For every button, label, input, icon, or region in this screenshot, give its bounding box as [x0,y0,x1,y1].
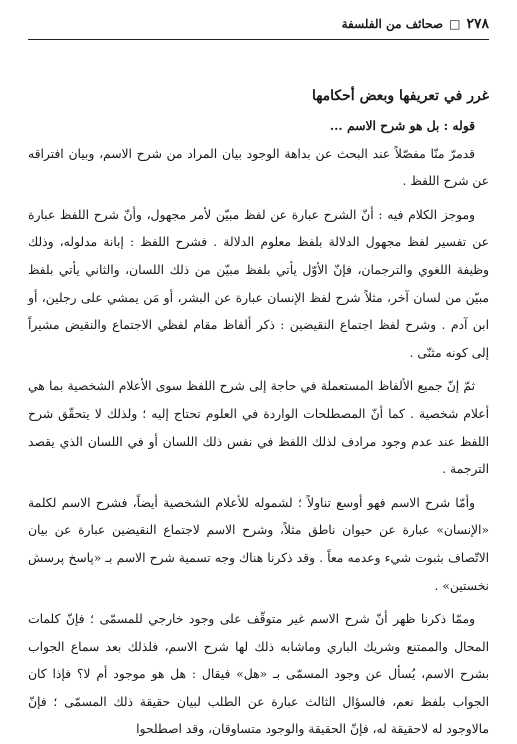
paragraph: وأمّا شرح الاسم فهو أوسع تناولاً ؛ لشموله للأعلام الشخصية أيضاً، فشرح الاسم لكلمة «الإنسان» عبارة عن حيوان ناطق مثلاً، وشرح الاسم لاجتماع النقيضين عبارة عن بيان الاتّصاف بثبوت شيء وعدمه معاً . وقد ذكرنا هناك وجه تسمية شرح الاسم بـ «پاسخ پرسش نخستين» . [28,495,489,593]
section-heading: غرر في تعريفها وبعض أحكامها [311,88,489,104]
paragraph [28,112,489,141]
header-separator: □ [449,17,461,31]
paragraph: قدمرّ منّا مفصّلاً عند البحث عن بداهة الوجود بيان المراد من شرح الاسم، وبيان افتراقه عن شرح اللفظ . [28,146,489,189]
paragraph: وممّا ذكرنا ظهر أنّ شرح الاسم غير متوقّف على وجود خارجي للمسمّى ؛ فإنّ كلمات المحال والممتنع وشريك الباري وماشابه ذلك لها شرح الاسم، فلذلك بعد سماع الجواب بشرح الاسم، يُسأل عن وجود المسمّى بـ «هل» فيقال : هل هو موجود أم لا؟ فإذا كان الجواب بلفظ نعم، فالسؤال الثالث عبارة عن الطلب لبيان حقيقة ذلك المسمّى ؛ فإنّ مالاوجود له لاحقيقة له، فإنّ الحقيقة والوجود متساوقان، وقد اصطلحوا [28,612,489,737]
page-number: ٢٧٨ [466,16,489,32]
header-rule [28,39,489,40]
paragraph: ثمّ إنّ جميع الألفاظ المستعملة في حاجة إلى شرح اللفظ سوى الأعلام الشخصية بما هي أعلام شخصية . كما أنّ المصطلحات الواردة في العلوم تحتاج إليه ؛ ولذلك لا يتحقّق شرح اللفظ عند عدم وجود مرادف لذلك اللفظ في نفس ذلك اللسان أو في اللسان الذي يقصد الترجمة . [28,379,489,477]
running-title: صحائف من الفلسفة [341,17,444,31]
paragraph: وموجز الكلام فيه : أنّ الشرح عبارة عن لفظ مبيّن لأمر مجهول، وأنّ شرح اللفظ عبارة عن تفسير لفظ مجهول الدلالة بلفظ معلوم الدلالة . فشرح اللفظ : إبانة مدلوله، وذلك وظيفة اللغوي والترجمان، فإنّ الأوّل يأتي بلفظ مبيّن من ذلك اللسان، والثاني يأتي بلفظ مبيّن من لسان آخر، مثلاً شرح لفظ الإنسان عبارة عن البشر، أو مَن يمشي على رجلين، أو ابن آدم . وشرح لفظ اجتماع النقيضين : ذكر ألفاظ مقام لفظي الاجتماع والنقيض مشيراً إلى كونه مثنّى . [28,207,489,360]
body-text [28,112,489,744]
quoted-lead: قوله : بل هو شرح الاسم ... [329,118,475,133]
page-header [28,14,489,34]
